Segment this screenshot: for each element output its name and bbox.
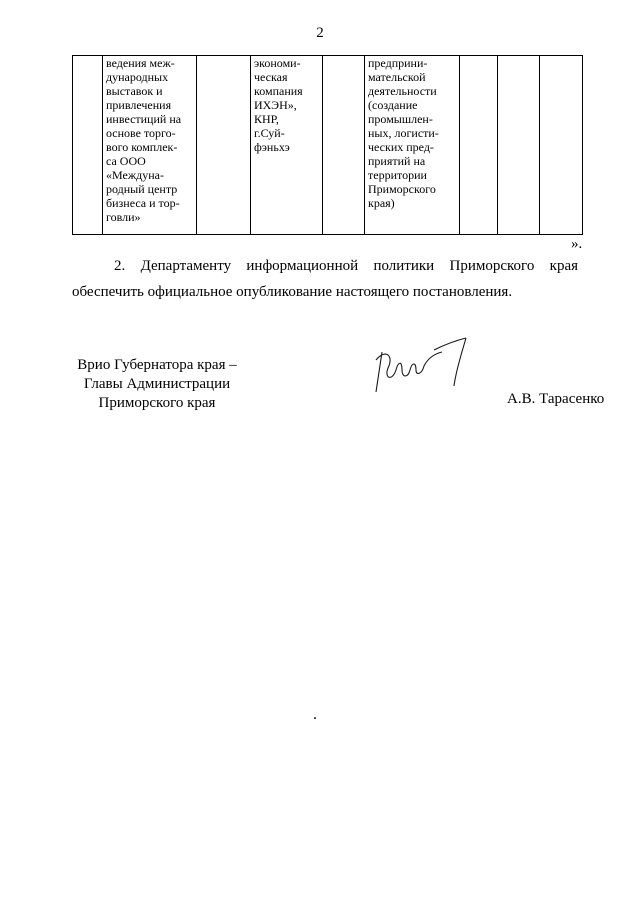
table-cell	[197, 56, 251, 235]
table-cell: экономи- ческая компания ИХЭН», КНР, г.Суй- фэньхэ	[251, 56, 323, 235]
closing-quote: ».	[571, 236, 583, 252]
table-cell	[540, 56, 583, 235]
table-cell	[498, 56, 540, 235]
page-number: 2	[316, 25, 324, 41]
signatory-title: Врио Губернатора края – Главы Администрации Приморского края	[77, 357, 237, 411]
continuation-table	[72, 55, 583, 235]
table-cell	[460, 56, 498, 235]
table-cell	[323, 56, 365, 235]
table-cell	[73, 56, 103, 235]
table-row	[73, 56, 583, 235]
table-cell: ведения меж- дународных выставок и привлечения инвестиций на основе торго- вого комплек- са ООО «Междуна- родный центр бизнеса и тор- говли»	[103, 56, 197, 235]
decree-paragraph: 2. Департаменту информационной политики Приморского края обеспечить официальное опубликование настоящего постановления.	[72, 258, 578, 300]
footer-mark: .	[313, 706, 317, 723]
signatory-name: А.В. Тарасенко	[507, 391, 605, 407]
handwritten-signature	[372, 330, 472, 400]
table-cell: предприни- мательской деятельности (создание промышлен- ных, логисти- ческих пред- приятий на территории Приморского края)	[365, 56, 460, 235]
